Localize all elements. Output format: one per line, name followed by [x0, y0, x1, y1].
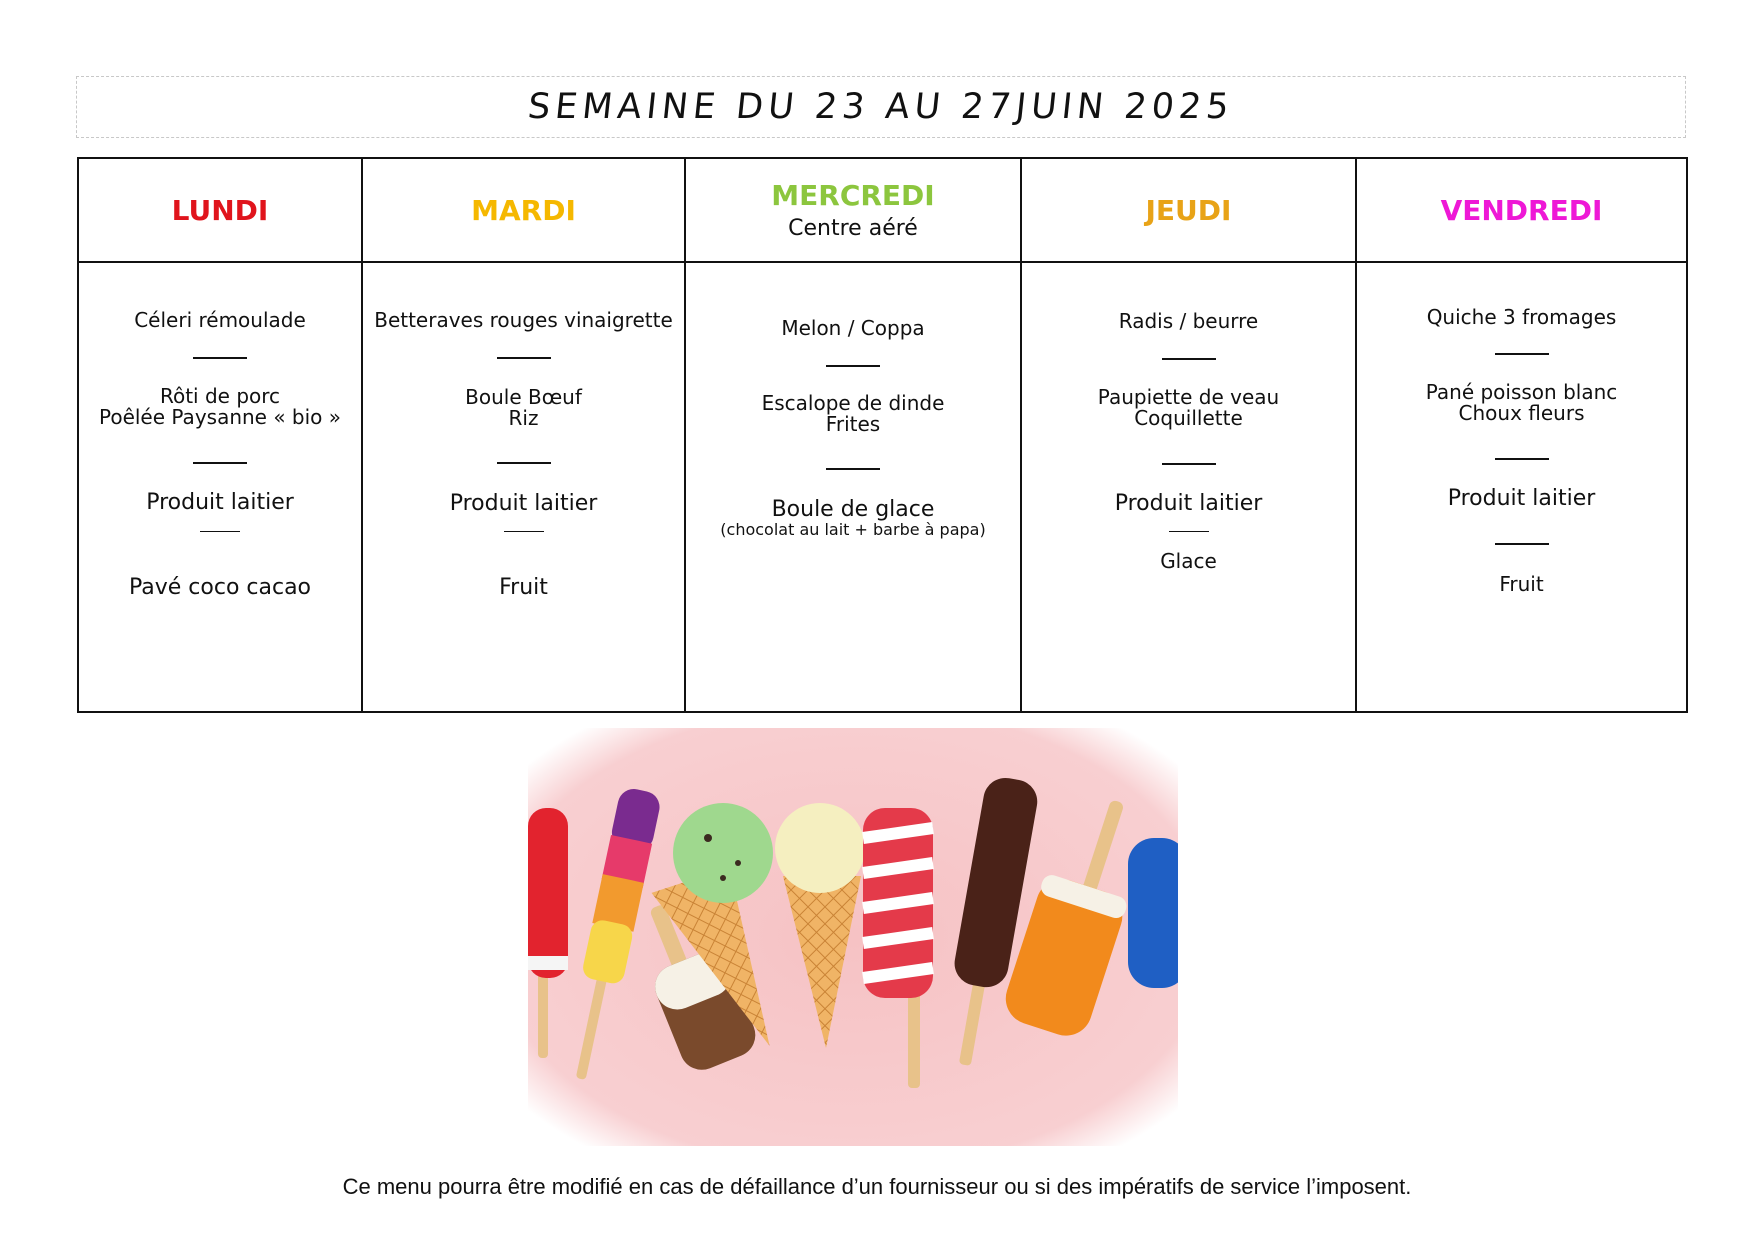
day-header-vendredi [1356, 158, 1687, 262]
side-dish: Riz [508, 406, 539, 430]
dairy: Produit laitier [1114, 491, 1263, 516]
dairy: Produit laitier [449, 491, 598, 516]
separator [504, 531, 544, 532]
starter: Melon / Coppa [781, 316, 925, 340]
separator [1495, 543, 1549, 545]
main-dish: Rôti de porc [159, 384, 281, 408]
menu-cell-jeudi [1021, 262, 1356, 712]
separator [193, 357, 247, 359]
separator [497, 357, 551, 359]
separator [1495, 458, 1549, 460]
day-header-jeudi [1021, 158, 1356, 262]
title-box [76, 76, 1686, 138]
day-subtitle: Centre aéré [788, 216, 918, 241]
day-header-mardi [362, 158, 685, 262]
starter: Quiche 3 fromages [1426, 305, 1617, 329]
dessert: Fruit [499, 575, 548, 600]
day-header-lundi [78, 158, 362, 262]
starter: Radis / beurre [1118, 309, 1259, 333]
dessert: Boule de glace [771, 497, 935, 522]
separator [826, 365, 880, 367]
side-dish: Frites [825, 412, 881, 436]
separator [200, 531, 240, 532]
starter: Céleri rémoulade [134, 308, 306, 332]
dairy: Produit laitier [146, 490, 294, 515]
separator [1162, 463, 1216, 465]
separator [193, 462, 247, 464]
separator [497, 462, 551, 464]
day-header-row [78, 158, 1687, 262]
ice-cream-photo [528, 728, 1178, 1146]
main-dish: Pané poisson blanc [1425, 380, 1618, 404]
dairy: Produit laitier [1447, 486, 1596, 511]
dessert: Fruit [1499, 572, 1544, 596]
dessert-detail: (chocolat au lait + barbe à papa) [720, 520, 986, 539]
footnote: Ce menu pourra être modifié en cas de défaillance d’un fournisseur ou si des impératifs de service l’imposent. [342, 1174, 1412, 1199]
starter: Betteraves rouges vinaigrette [374, 308, 673, 332]
side-dish: Coquillette [1134, 406, 1243, 430]
day-name: MERCREDI [771, 179, 935, 212]
day-name: MARDI [471, 193, 576, 227]
separator [826, 468, 880, 470]
ice-cream-illustration [528, 728, 1178, 1146]
blue-popsicle [1128, 838, 1178, 988]
dessert: Pavé coco cacao [128, 575, 312, 600]
separator [1495, 353, 1549, 355]
dessert: Glace [1160, 549, 1217, 573]
side-dish: Choux fleurs [1458, 401, 1585, 425]
main-dish: Boule Bœuf [465, 385, 582, 409]
menu-cell-mercredi [685, 262, 1021, 712]
main-dish: Paupiette de veau [1097, 385, 1280, 409]
separator [1169, 531, 1209, 532]
weekly-menu-table [77, 157, 1688, 713]
day-name: JEUDI [1145, 193, 1232, 227]
menu-row [78, 262, 1687, 712]
side-dish: Poêlée Paysanne « bio » [98, 405, 342, 429]
day-header-mercredi [685, 158, 1021, 262]
page-title: SEMAINE DU 23 AU 27JUIN 2025 [526, 87, 1236, 127]
menu-cell-lundi [78, 262, 362, 712]
separator [1162, 358, 1216, 360]
day-name: LUNDI [171, 193, 269, 227]
menu-cell-vendredi [1356, 262, 1687, 712]
day-name: VENDREDI [1440, 193, 1603, 227]
main-dish: Escalope de dinde [761, 391, 945, 415]
menu-cell-mardi [362, 262, 685, 712]
